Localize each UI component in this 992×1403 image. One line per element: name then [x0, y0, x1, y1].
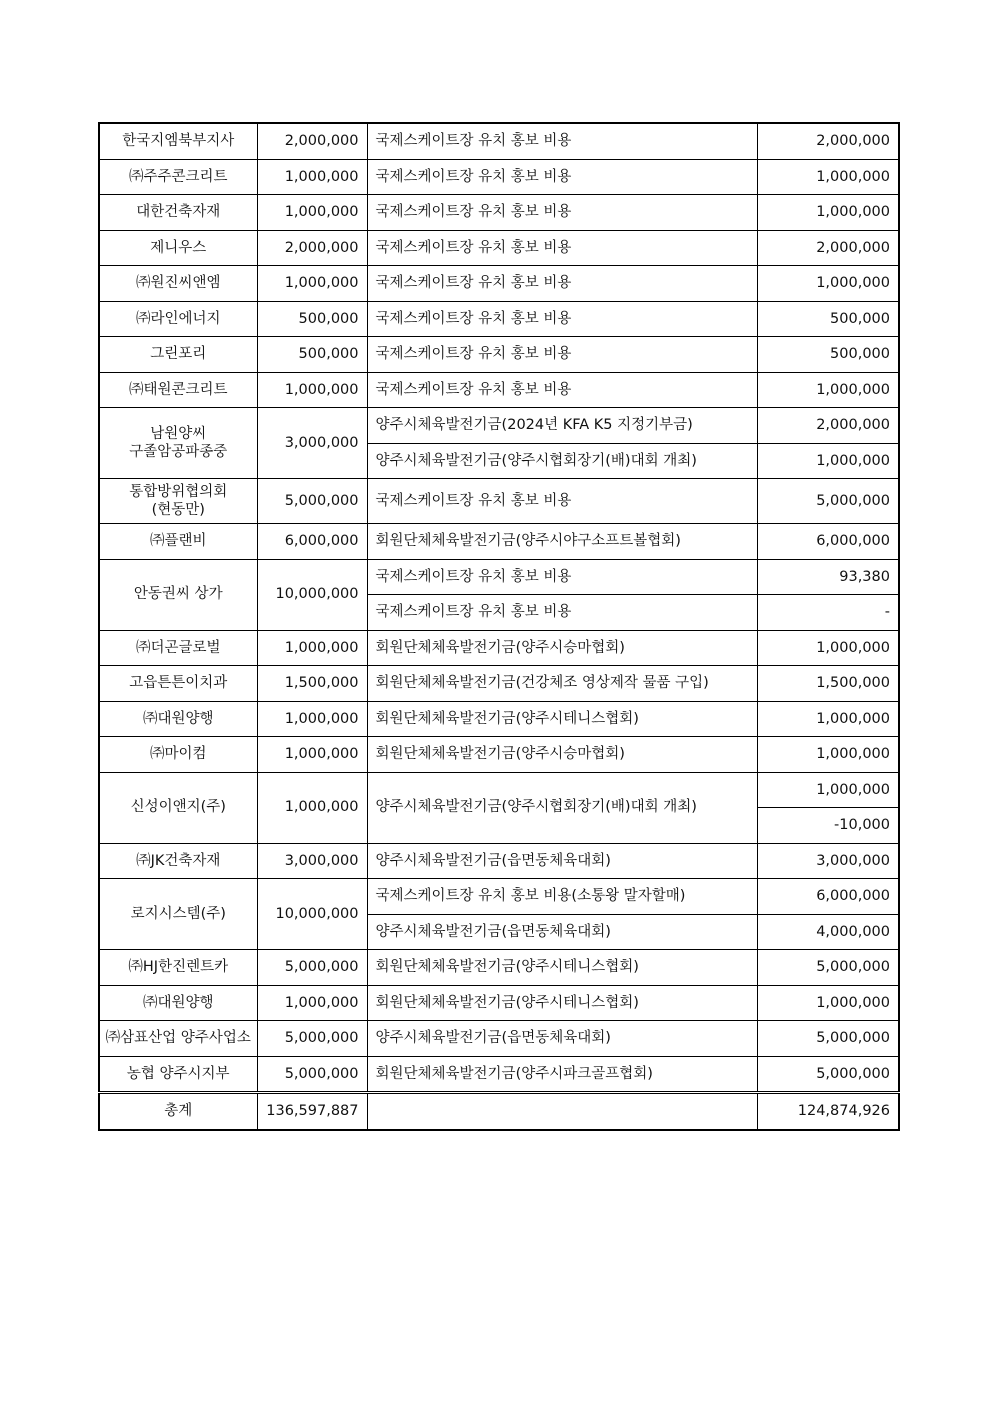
total-amount: 136,597,887	[257, 1093, 367, 1130]
donor-name: ㈜JK건축자재	[99, 843, 257, 879]
donor-name-line2: (현동만)	[151, 502, 205, 518]
used-amount: 3,000,000	[757, 843, 899, 879]
donation-amount: 1,000,000	[257, 266, 367, 302]
donor-name: 신성이앤지(주)	[99, 772, 257, 843]
used-amount: 1,000,000	[757, 630, 899, 666]
usage-purpose: 국제스케이트장 유치 홍보 비용	[367, 301, 757, 337]
used-amount: 1,000,000	[757, 372, 899, 408]
used-amount: 5,000,000	[757, 479, 899, 524]
total-row	[99, 1093, 899, 1130]
donation-amount: 2,000,000	[257, 230, 367, 266]
usage-purpose: 양주시체육발전기금(읍면동체육대회)	[367, 843, 757, 879]
donation-amount: 5,000,000	[257, 950, 367, 986]
table-row	[99, 950, 899, 986]
usage-purpose: 회원단체체육발전기금(양주시야구소프트볼협회)	[367, 524, 757, 560]
total-label: 총계	[99, 1093, 257, 1130]
donor-name: ㈜삼표산업 양주사업소	[99, 1021, 257, 1057]
donation-amount: 6,000,000	[257, 524, 367, 560]
usage-purpose: 국제스케이트장 유치 홍보 비용	[367, 266, 757, 302]
donation-amount: 1,000,000	[257, 701, 367, 737]
table-row	[99, 408, 899, 444]
table-row	[99, 479, 899, 524]
donor-name: ㈜대원양행	[99, 985, 257, 1021]
table-row	[99, 701, 899, 737]
table-row	[99, 337, 899, 373]
donor-name: ㈜플랜비	[99, 524, 257, 560]
usage-purpose: 회원단체체육발전기금(양주시테니스협회)	[367, 950, 757, 986]
donation-amount: 500,000	[257, 337, 367, 373]
donation-amount: 10,000,000	[257, 879, 367, 950]
table-row	[99, 630, 899, 666]
donation-amount: 5,000,000	[257, 1056, 367, 1093]
usage-purpose: 회원단체체육발전기금(건강체조 영상제작 물품 구입)	[367, 666, 757, 702]
donation-amount: 1,000,000	[257, 985, 367, 1021]
usage-purpose: 회원단체체육발전기금(양주시승마협회)	[367, 737, 757, 773]
used-amount: 5,000,000	[757, 1021, 899, 1057]
usage-purpose: 회원단체체육발전기금(양주시파크골프협회)	[367, 1056, 757, 1093]
used-amount: -10,000	[757, 808, 899, 844]
usage-purpose: 국제스케이트장 유치 홍보 비용(소통왕 말자할매)	[367, 879, 757, 915]
used-amount: 5,000,000	[757, 950, 899, 986]
donor-name: ㈜원진씨앤엠	[99, 266, 257, 302]
used-amount: 1,000,000	[757, 737, 899, 773]
donor-name: 로지시스템(주)	[99, 879, 257, 950]
used-amount: 1,000,000	[757, 159, 899, 195]
table-row	[99, 985, 899, 1021]
table-row	[99, 1021, 899, 1057]
used-amount: 500,000	[757, 301, 899, 337]
donation-amount: 10,000,000	[257, 559, 367, 630]
donation-ledger-table	[98, 122, 900, 1131]
donation-amount: 1,000,000	[257, 772, 367, 843]
donor-name: ㈜주주콘크리트	[99, 159, 257, 195]
usage-purpose: 양주시체육발전기금(양주시협회장기(배)대회 개최)	[367, 443, 757, 479]
donor-name: ㈜대원양행	[99, 701, 257, 737]
donation-amount: 1,000,000	[257, 372, 367, 408]
table-row	[99, 195, 899, 231]
table-row	[99, 372, 899, 408]
used-amount: 1,500,000	[757, 666, 899, 702]
usage-purpose: 국제스케이트장 유치 홍보 비용	[367, 195, 757, 231]
donation-amount: 1,000,000	[257, 195, 367, 231]
table-row	[99, 230, 899, 266]
donor-name: 안동권씨 상가	[99, 559, 257, 630]
donation-amount: 500,000	[257, 301, 367, 337]
used-amount: 1,000,000	[757, 772, 899, 808]
used-amount: 6,000,000	[757, 524, 899, 560]
donor-name: 대한건축자재	[99, 195, 257, 231]
donation-amount: 3,000,000	[257, 843, 367, 879]
table-row	[99, 737, 899, 773]
used-amount: -	[757, 595, 899, 631]
donation-amount: 1,000,000	[257, 737, 367, 773]
used-amount: 1,000,000	[757, 701, 899, 737]
table-row	[99, 123, 899, 159]
usage-purpose: 회원단체체육발전기금(양주시테니스협회)	[367, 701, 757, 737]
donor-name	[99, 479, 257, 524]
usage-purpose: 국제스케이트장 유치 홍보 비용	[367, 230, 757, 266]
used-amount: 93,380	[757, 559, 899, 595]
donor-name-line1: 남원양씨	[150, 425, 207, 442]
table-row	[99, 301, 899, 337]
donor-name: ㈜HJ한진렌트카	[99, 950, 257, 986]
donation-amount: 5,000,000	[257, 1021, 367, 1057]
table-row	[99, 666, 899, 702]
usage-purpose: 양주시체육발전기금(읍면동체육대회)	[367, 1021, 757, 1057]
usage-purpose: 국제스케이트장 유치 홍보 비용	[367, 337, 757, 373]
usage-purpose: 국제스케이트장 유치 홍보 비용	[367, 559, 757, 595]
donation-amount: 2,000,000	[257, 123, 367, 159]
usage-purpose: 국제스케이트장 유치 홍보 비용	[367, 123, 757, 159]
table-row	[99, 1056, 899, 1093]
usage-purpose: 회원단체체육발전기금(양주시승마협회)	[367, 630, 757, 666]
donor-name: 농협 양주시지부	[99, 1056, 257, 1093]
total-used-amount: 124,874,926	[757, 1093, 899, 1130]
donor-name: ㈜태원콘크리트	[99, 372, 257, 408]
used-amount: 2,000,000	[757, 230, 899, 266]
usage-purpose: 국제스케이트장 유치 홍보 비용	[367, 159, 757, 195]
table-row	[99, 266, 899, 302]
donation-amount: 5,000,000	[257, 479, 367, 524]
table-row	[99, 524, 899, 560]
used-amount: 1,000,000	[757, 443, 899, 479]
used-amount: 2,000,000	[757, 408, 899, 444]
table-row	[99, 159, 899, 195]
donation-amount: 1,500,000	[257, 666, 367, 702]
usage-purpose: 회원단체체육발전기금(양주시테니스협회)	[367, 985, 757, 1021]
used-amount: 4,000,000	[757, 914, 899, 950]
used-amount: 1,000,000	[757, 195, 899, 231]
table-row	[99, 772, 899, 808]
used-amount: 1,000,000	[757, 985, 899, 1021]
donation-amount: 1,000,000	[257, 630, 367, 666]
donor-name-line1: 통합방위협의회	[129, 483, 228, 500]
usage-purpose: 국제스케이트장 유치 홍보 비용	[367, 372, 757, 408]
used-amount: 5,000,000	[757, 1056, 899, 1093]
donor-name: 그린포리	[99, 337, 257, 373]
usage-purpose: 양주시체육발전기금(읍면동체육대회)	[367, 914, 757, 950]
total-purpose	[367, 1093, 757, 1130]
donor-name: ㈜더곤글로벌	[99, 630, 257, 666]
used-amount: 500,000	[757, 337, 899, 373]
donation-amount: 1,000,000	[257, 159, 367, 195]
donor-name	[99, 408, 257, 479]
usage-purpose: 국제스케이트장 유치 홍보 비용	[367, 479, 757, 524]
donor-name: ㈜마이컴	[99, 737, 257, 773]
donor-name: 제니우스	[99, 230, 257, 266]
usage-purpose: 양주시체육발전기금(2024년 KFA K5 지정기부금)	[367, 408, 757, 444]
donor-name: 한국지엠북부지사	[99, 123, 257, 159]
table-row	[99, 843, 899, 879]
donation-amount: 3,000,000	[257, 408, 367, 479]
usage-purpose: 국제스케이트장 유치 홍보 비용	[367, 595, 757, 631]
usage-purpose: 양주시체육발전기금(양주시협회장기(배)대회 개최)	[367, 772, 757, 843]
donor-name: ㈜라인에너지	[99, 301, 257, 337]
used-amount: 6,000,000	[757, 879, 899, 915]
table-row	[99, 879, 899, 915]
donor-name: 고읍튼튼이치과	[99, 666, 257, 702]
donor-name-line2: 구졸암공파종중	[129, 444, 228, 460]
used-amount: 1,000,000	[757, 266, 899, 302]
used-amount: 2,000,000	[757, 123, 899, 159]
table-row	[99, 559, 899, 595]
